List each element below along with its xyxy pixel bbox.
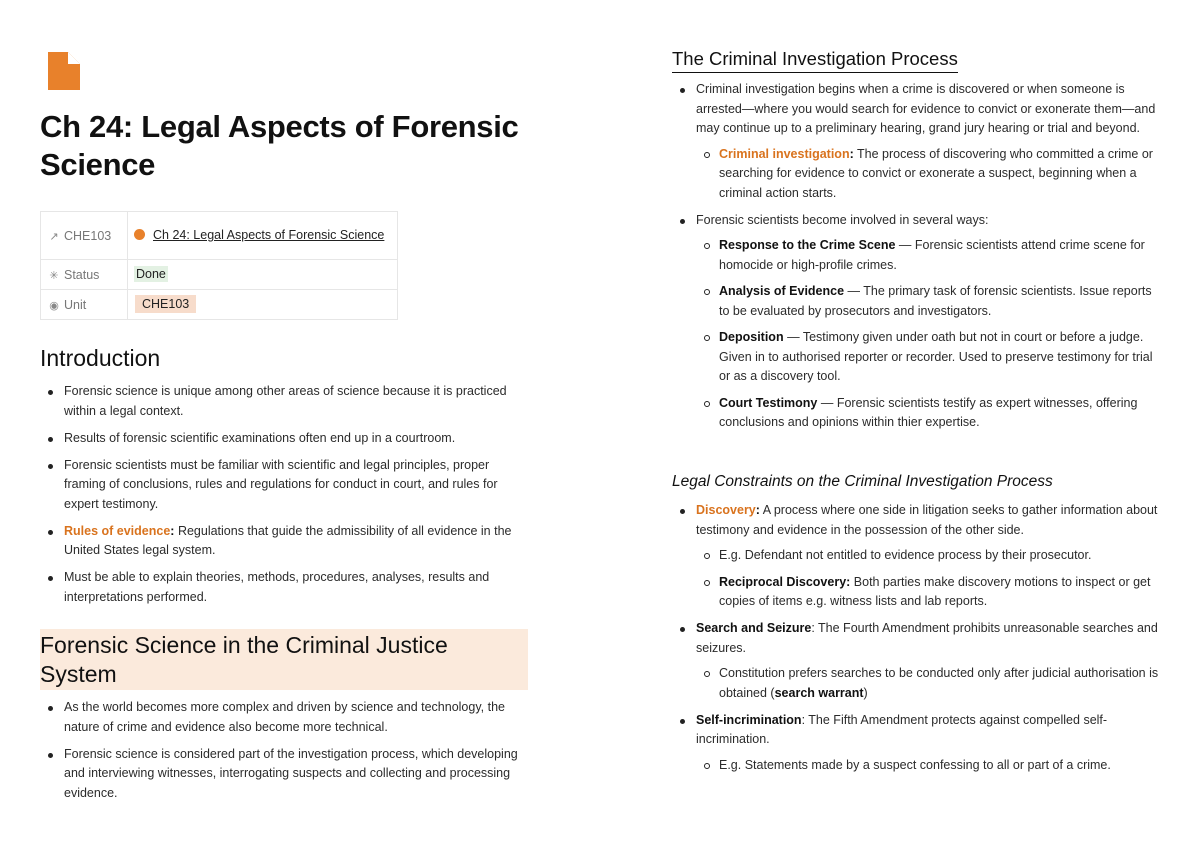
list-item: Court Testimony — Forensic scientists testify as expert witnesses, offering conclusions and opinions within thier expertise. — [696, 394, 1164, 433]
document-icon — [48, 52, 80, 90]
list-item: As the world becomes more complex and driven by science and technology, the nature of crime and evidence also become more technical. — [40, 698, 532, 737]
list-item: Results of forensic scientific examinations often end up in a courtroom. — [40, 429, 532, 449]
list-item: Response to the Crime Scene — Forensic scientists attend crime scene for homocide or high-profile crimes. — [696, 236, 1164, 275]
introduction-list — [40, 382, 532, 615]
term-highlight: Rules of evidence — [64, 523, 171, 538]
legal-constraints-list — [672, 501, 1164, 783]
target-icon: ◉ — [49, 299, 59, 312]
list-item: Criminal investigation: The process of discovering who committed a crime or searching for evidence to convict or exonerate a suspect, beginning when a criminal action starts. — [696, 145, 1164, 204]
property-value-link[interactable] — [128, 212, 398, 260]
list-item: E.g. Defendant not entitled to evidence process by their prosecutor. — [696, 546, 1164, 566]
property-row-unit — [41, 290, 398, 320]
sub-list — [696, 664, 1164, 703]
sub-list — [696, 546, 1164, 612]
property-value-unit[interactable] — [128, 290, 398, 320]
list-item: Discovery: A process where one side in litigation seeks to gather information about testimony and evidence in the possession of the other side. E.g. Defendant not entitled to evidence process by their prosecutor. Reciprocal Discovery: Both parties make discovery motions to inspect or get copies of items e.g. witness lists and lab reports. — [672, 501, 1164, 612]
sub-list — [696, 236, 1164, 433]
term-highlight: Discovery — [696, 503, 756, 517]
arrow-up-right-icon: ↗ — [49, 230, 59, 243]
list-item: Self-incrimination: The Fifth Amendment protects against compelled self-incrimination. E.g. Statements made by a suspect confessing to all or part of a crime. — [672, 711, 1164, 776]
list-item: Criminal investigation begins when a crime is discovered or when someone is arrested—where you would search for evidence to convict or exonerate them—and may continue up to a preliminary hearing, grand jury hearing or trial and beyond. Criminal investigation: The process of discovering who committed a crime or searching for evidence to convict or exonerate a suspect, beginning when a criminal action starts. — [672, 80, 1164, 203]
unit-tag: CHE103 — [135, 295, 196, 313]
property-row-status — [41, 260, 398, 290]
list-item: Deposition — Testimony given under oath but not in court or before a judge. Given in to authorised reporter or recorder. Used to preserve testimony for trial or as a discovery tool. — [696, 328, 1164, 387]
list-item: Forensic scientists must be familiar with scientific and legal principles, proper framing of conclusions, rules and regulations for conduct in court, and rules for expert testimony. — [40, 456, 532, 515]
property-row-course — [41, 212, 398, 260]
investigation-process-list — [672, 80, 1164, 440]
property-key: Status — [64, 267, 100, 282]
investigation-process-heading: The Criminal Investigation Process — [672, 47, 958, 73]
list-item: Forensic scientists become involved in several ways: Response to the Crime Scene — Forensic scientists attend crime scene for homocide or high-profile crimes. Analysis of Evidence — The primary task of forensic scientists. Issue reports to be evaluated by prosecutors and investigators. Deposition — Testimony given under oath but not in court or before a judge. Given in to authorised reporter or recorder. Used to preserve testimony for trial or as a discovery tool. Court Testimony — Forensic scientists testify as expert witnesses, offering conclusions and opinions within thier expertise. — [672, 211, 1164, 433]
list-item: Constitution prefers searches to be conducted only after judicial authorisation is obtained (search warrant) — [696, 664, 1164, 703]
list-item: Forensic science is unique among other areas of science because it is practiced within a legal context. — [40, 382, 532, 421]
status-sparkle-icon: ✳ — [49, 269, 59, 282]
list-item: Search and Seizure: The Fourth Amendment prohibits unreasonable searches and seizures. Constitution prefers searches to be conducted only after judicial authorisation is obtained (search warrant) — [672, 619, 1164, 703]
sub-list — [696, 145, 1164, 204]
page-dot-icon — [134, 229, 145, 240]
term-highlight: Criminal investigation — [719, 146, 850, 161]
criminal-justice-list — [40, 698, 532, 811]
property-value-status[interactable] — [128, 260, 398, 290]
property-key: CHE103 — [64, 228, 112, 243]
properties-table — [40, 211, 398, 320]
page-title: Ch 24: Legal Aspects of Forensic Science — [40, 109, 519, 182]
linked-page[interactable]: Ch 24: Legal Aspects of Forensic Science — [153, 228, 385, 242]
list-item: E.g. Statements made by a suspect confessing to all or part of a crime. — [696, 756, 1164, 776]
legal-constraints-heading: Legal Constraints on the Criminal Investigation Process — [672, 473, 1053, 490]
list-item: Must be able to explain theories, methods, procedures, analyses, results and interpretations performed. — [40, 568, 532, 607]
criminal-justice-heading: Forensic Science in the Criminal Justice System — [40, 629, 528, 690]
list-item: Rules of evidence: Regulations that guide the admissibility of all evidence in the United States legal system. — [40, 522, 532, 561]
list-item: Forensic science is considered part of the investigation process, which developing and interviewing witnesses, interrogating suspects and collecting and processing evidence. — [40, 745, 532, 804]
sub-list — [696, 756, 1164, 776]
introduction-heading: Introduction — [40, 345, 161, 371]
status-badge: Done — [136, 267, 166, 281]
list-item: Analysis of Evidence — The primary task of forensic scientists. Issue reports to be evaluated by prosecutors and investigators. — [696, 282, 1164, 321]
property-key: Unit — [64, 297, 87, 312]
list-item: Reciprocal Discovery: Both parties make discovery motions to inspect or get copies of items e.g. witness lists and lab reports. — [696, 573, 1164, 612]
